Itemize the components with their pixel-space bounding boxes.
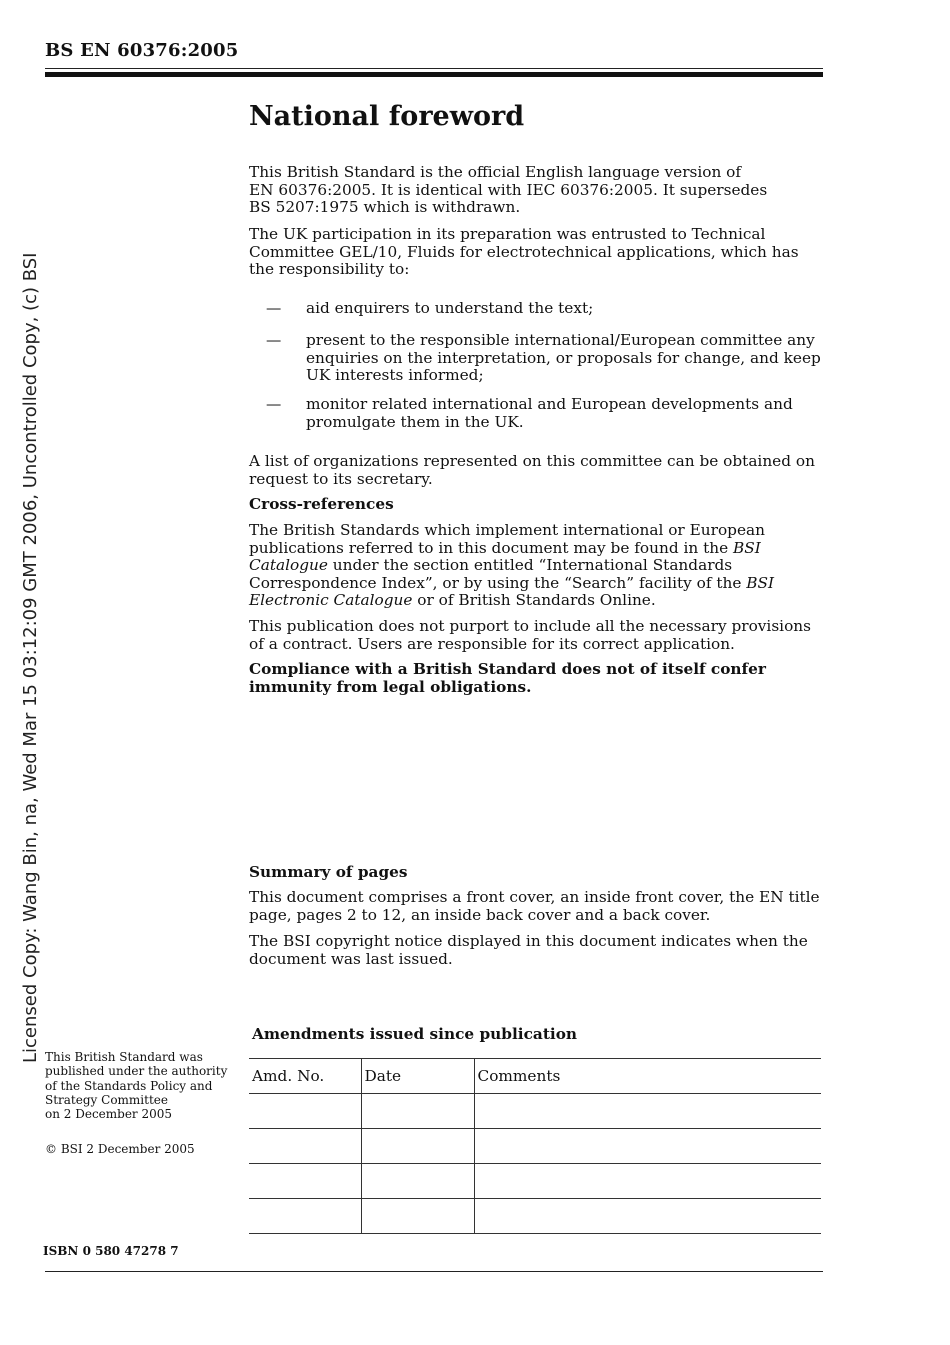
table-row <box>249 1129 821 1164</box>
amendments-heading: Amendments issued since publication <box>252 1025 578 1043</box>
bullet-dash: — <box>266 395 282 413</box>
intro-paragraph-2: The UK participation in its preparation was entrusted to Technical Committee GEL/10, Fluids for electrotechnical applications, which has the responsibility to: <box>249 225 799 278</box>
document-id: BS EN 60376:2005 <box>45 40 239 61</box>
header-rule-thin <box>45 68 823 69</box>
table-cell <box>249 1094 361 1129</box>
table-cell <box>361 1164 474 1199</box>
license-watermark: Licensed Copy: Wang Bin, na, Wed Mar 15 03:12:09 GMT 2006, Uncontrolled Copy, (c) BSI <box>20 252 41 1063</box>
column-header-amd-no: Amd. No. <box>249 1059 361 1094</box>
table-cell <box>474 1129 821 1164</box>
table-cell <box>249 1199 361 1234</box>
header-rule-thick <box>45 72 823 77</box>
text-run: under the section entitled “International Standards Correspondence Index”, or by using the “Search” facility of the <box>249 556 747 592</box>
table-row <box>249 1164 821 1199</box>
summary-paragraph-1: This document comprises a front cover, an inside front cover, the EN title page, pages 2 to 12, an inside back cover and a back cover. <box>249 888 820 924</box>
column-header-date: Date <box>361 1059 474 1094</box>
note-line: of the Standards Policy and <box>45 1078 213 1093</box>
table-cell <box>249 1164 361 1199</box>
table-cell <box>249 1129 361 1164</box>
note-line: on 2 December 2005 <box>45 1107 173 1122</box>
bsi-catalogue-title: BSI Catalogue <box>249 538 761 574</box>
summary-paragraph-2: The BSI copyright notice displayed in this document indicates when the document was last issued. <box>249 932 808 968</box>
table-cell <box>361 1094 474 1129</box>
footer-rule <box>45 1271 823 1272</box>
bullet-item: present to the responsible international/European committee any enquiries on the interpretation, or proposals for change, and keep UK interests informed; <box>306 331 821 384</box>
column-header-comments: Comments <box>474 1059 821 1094</box>
intro-line: BS 5207:1975 which is withdrawn. <box>249 198 521 216</box>
bullet-item: monitor related international and European developments and promulgate them in the UK. <box>306 395 793 431</box>
page-title: National foreword <box>249 101 525 132</box>
isbn: ISBN 0 580 47278 7 <box>43 1244 179 1258</box>
text-run: or of British Standards Online. <box>412 591 656 609</box>
table-header-row <box>249 1059 821 1094</box>
intro-paragraph-1 <box>249 164 824 217</box>
table-row <box>249 1199 821 1234</box>
note-line: published under the authority <box>45 1064 228 1079</box>
note-line: This British Standard was <box>45 1050 203 1064</box>
table-cell <box>361 1129 474 1164</box>
intro-line: This British Standard is the official English language version of <box>249 163 742 181</box>
contract-disclaimer-paragraph: This publication does not purport to include all the necessary provisions of a contract. Users are responsible for its correct application. <box>249 617 811 653</box>
table-row <box>249 1094 821 1129</box>
table-cell <box>474 1094 821 1129</box>
bullet-item: aid enquirers to understand the text; <box>306 299 594 317</box>
committee-list-paragraph: A list of organizations represented on this committee can be obtained on request to its secretary. <box>249 452 815 488</box>
bsi-electronic-catalogue-title: BSI Electronic Catalogue <box>249 573 775 609</box>
publication-authority-note <box>45 1050 235 1121</box>
bullet-dash: — <box>266 331 282 349</box>
table-cell <box>474 1199 821 1234</box>
amendments-table <box>249 1058 821 1234</box>
intro-line: EN 60376:2005. It is identical with IEC 60376:2005. It supersedes <box>249 180 768 199</box>
bullet-dash: — <box>266 299 282 317</box>
copyright-notice: © BSI 2 December 2005 <box>45 1142 195 1156</box>
table-cell <box>474 1164 821 1199</box>
summary-heading: Summary of pages <box>249 863 408 881</box>
compliance-statement: Compliance with a British Standard does not of itself confer immunity from legal obligations. <box>249 660 766 696</box>
note-line: Strategy Committee <box>45 1092 168 1107</box>
table-cell <box>361 1199 474 1234</box>
cross-references-heading: Cross-references <box>249 495 394 513</box>
cross-references-paragraph <box>249 522 824 610</box>
text-run: The British Standards which implement international or European publications referred to in this document may be found in the <box>249 521 765 557</box>
